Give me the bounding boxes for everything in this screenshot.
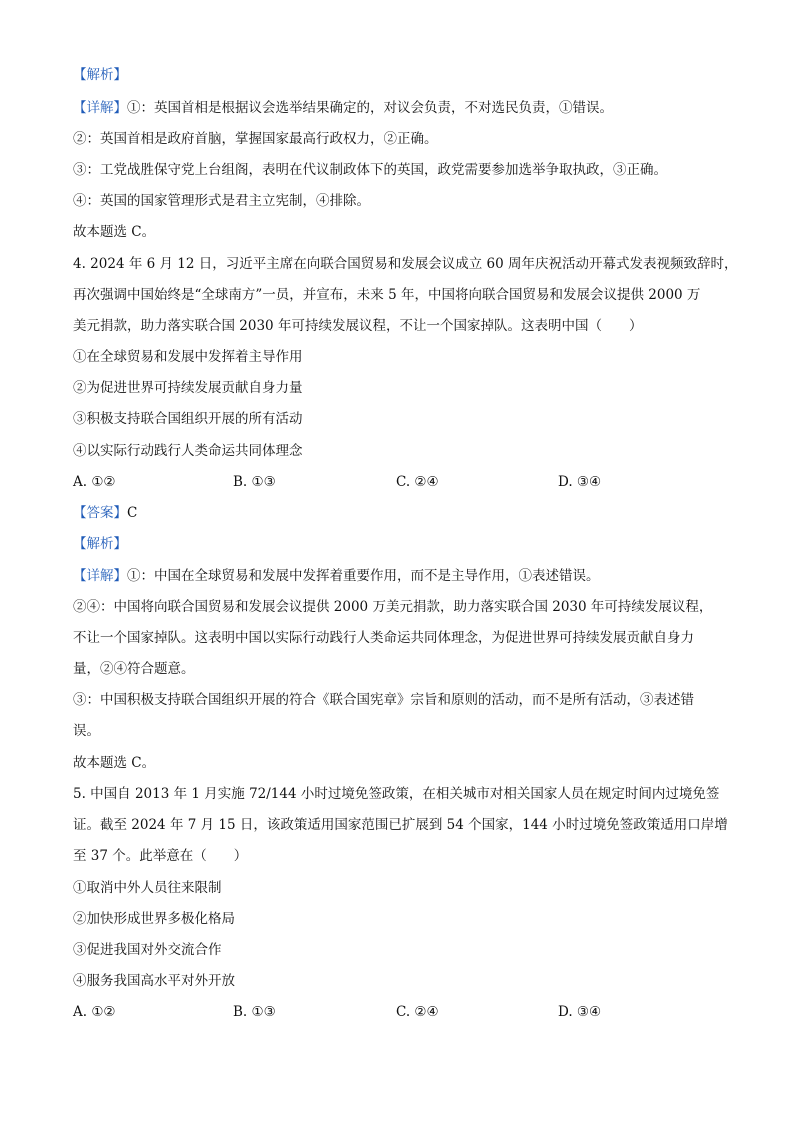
option-d: D. ③④ [558, 1004, 602, 1020]
detail-line [73, 566, 600, 586]
analysis-label: 【解析】 [73, 536, 127, 552]
paragraph-line: ②：英国首相是政府首脑，掌握国家最高行政权力，②正确。 [73, 131, 438, 147]
detail-label: 【详解】 [73, 568, 127, 584]
detail-line [73, 98, 613, 118]
option-b: B. ①③ [233, 1004, 276, 1020]
option-c: C. ②④ [396, 474, 439, 490]
paragraph-line: ②④：中国将向联合国贸易和发展会议提供 2000 万美元捐款，助力落实联合国 2030 年可持续发展议程， [73, 599, 713, 615]
option-a: A. ①② [73, 1004, 116, 1020]
answer-line [73, 503, 137, 523]
conclusion-line: 故本题选 C。 [73, 224, 156, 240]
paragraph-line: 不让一个国家掉队。这表明中国以实际行动践行人类命运共同体理念，为促进世界可持续发展贡献自身力 [73, 630, 694, 646]
statement-item: ③积极支持联合国组织开展的所有活动 [73, 411, 303, 427]
paragraph-line: 误。 [73, 723, 100, 739]
option-c: C. ②④ [396, 1004, 439, 1020]
question-stem: 4. 2024 年 6 月 12 日，习近平主席在向联合国贸易和发展会议成立 60 周年庆祝活动开幕式发表视频致辞时， [73, 256, 738, 272]
question-stem: 至 37 个。此举意在（ ） [73, 848, 248, 864]
detail-text: ①：中国在全球贸易和发展中发挥着重要作用，而不是主导作用，①表述错误。 [127, 568, 600, 584]
statement-item: ④以实际行动践行人类命运共同体理念 [73, 443, 303, 459]
analysis-label: 【解析】 [73, 67, 127, 83]
question-stem: 5. 中国自 2013 年 1 月实施 72/144 小时过境免签政策，在相关城市对相关国家人员在规定时间内过境免签 [73, 786, 720, 802]
answer-value: C [127, 505, 138, 521]
statement-item: ①取消中外人员往来限制 [73, 880, 222, 896]
question-stem: 证。截至 2024 年 7 月 15 日，该政策适用国家范围已扩展到 54 个国家，144 小时过境免签政策适用口岸增 [73, 817, 728, 833]
paragraph-line: 量，②④符合题意。 [73, 661, 195, 677]
detail-label: 【详解】 [73, 100, 127, 116]
option-b: B. ①③ [233, 474, 276, 490]
paragraph-line: ③：工党战胜保守党上台组阁，表明在代议制政体下的英国，政党需要参加选举争取执政，③正确。 [73, 162, 667, 178]
paragraph-line: ④：英国的国家管理形式是君主立宪制，④排除。 [73, 193, 370, 209]
conclusion-line: 故本题选 C。 [73, 755, 156, 771]
statement-item: ①在全球贸易和发展中发挥着主导作用 [73, 349, 303, 365]
paragraph-line: ③：中国积极支持联合国组织开展的符合《联合国宪章》宗旨和原则的活动，而不是所有活动，③表述错 [73, 692, 694, 708]
statement-item: ②加快形成世界多极化格局 [73, 911, 235, 927]
detail-text: ①：英国首相是根据议会选举结果确定的，对议会负责，不对选民负责，①错误。 [127, 100, 613, 116]
option-d: D. ③④ [558, 474, 602, 490]
option-a: A. ①② [73, 474, 116, 490]
statement-item: ③促进我国对外交流合作 [73, 942, 222, 958]
statement-item: ④服务我国高水平对外开放 [73, 973, 235, 989]
answer-label: 【答案】 [73, 505, 127, 521]
question-stem: 美元捐款，助力落实联合国 2030 年可持续发展议程，不让一个国家掉队。这表明中国（ ） [73, 318, 643, 334]
question-stem: 再次强调中国始终是“全球南方”一员，并宣布，未来 5 年，中国将向联合国贸易和发展会议提供 2000 万 [73, 287, 701, 303]
statement-item: ②为促进世界可持续发展贡献自身力量 [73, 380, 303, 396]
